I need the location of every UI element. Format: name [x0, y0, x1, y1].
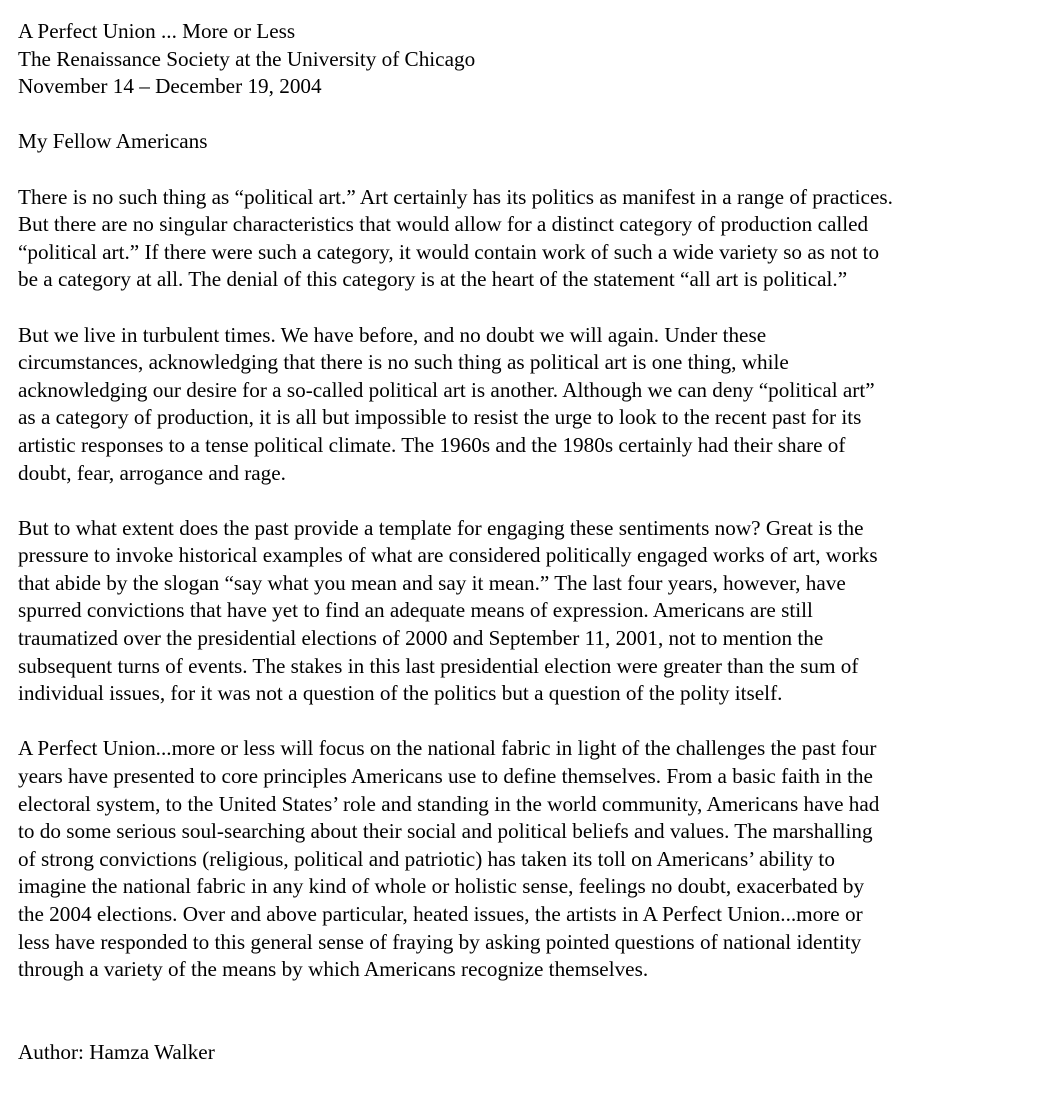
paragraph-line: But there are no singular characteristics that would allow for a distinct category of production called	[18, 212, 869, 237]
body-text	[18, 184, 1018, 984]
exhibition-dates: November 14 – December 19, 2004	[18, 74, 322, 99]
paragraph-line: imagine the national fabric in any kind of whole or holistic sense, feelings no doubt, exacerbated by	[18, 874, 865, 899]
paragraph-line: “political art.” If there were such a category, it would contain work of such a wide variety so as not to	[18, 239, 880, 264]
paragraph	[18, 184, 1018, 294]
paragraph-line: A Perfect Union...more or less will focus on the national fabric in light of the challenges the past four	[18, 736, 877, 761]
paragraph-line: doubt, fear, arrogance and rage.	[18, 460, 286, 485]
author-credit: Author: Hamza Walker	[18, 1039, 215, 1064]
paragraph	[18, 322, 1018, 488]
paragraph-line: subsequent turns of events. The stakes in this last presidential election were greater than the sum of	[18, 653, 859, 678]
paragraph-line: years have presented to core principles Americans use to define themselves. From a basic faith in the	[18, 764, 873, 789]
paragraph-line: individual issues, for it was not a question of the politics but a question of the polity itself.	[18, 681, 783, 706]
paragraph	[18, 515, 1018, 708]
paragraph	[18, 735, 1018, 983]
paragraph-line: electoral system, to the United States’ role and standing in the world community, Americans have had	[18, 791, 880, 816]
paragraph-line: as a category of production, it is all but impossible to resist the urge to look to the recent past for its	[18, 405, 862, 430]
paragraph-line: traumatized over the presidential elections of 2000 and September 11, 2001, not to mention the	[18, 626, 824, 651]
paragraph-line: There is no such thing as “political art.” Art certainly has its politics as manifest in a range of practices.	[18, 184, 893, 209]
paragraph-line: of strong convictions (religious, political and patriotic) has taken its toll on Americans’ ability to	[18, 846, 835, 871]
paragraph-line: that abide by the slogan “say what you mean and say it mean.” The last four years, however, have	[18, 570, 846, 595]
exhibition-title: A Perfect Union ... More or Less	[18, 19, 296, 43]
paragraph-line: But we live in turbulent times. We have before, and no doubt we will again. Under these	[18, 322, 767, 347]
section-title: My Fellow Americans	[18, 129, 208, 154]
paragraph-line: the 2004 elections. Over and above particular, heated issues, the artists in A Perfect Union...more or	[18, 902, 863, 926]
paragraph-line: But to what extent does the past provide a template for engaging these sentiments now? Great is the	[18, 515, 864, 540]
paragraph-line: spurred convictions that have yet to find an adequate means of expression. Americans are still	[18, 598, 813, 623]
document	[18, 18, 1018, 1066]
document-header	[18, 18, 1018, 101]
paragraph-line: through a variety of the means by which Americans recognize themselves.	[18, 957, 649, 982]
paragraph-line: artistic responses to a tense political climate. The 1960s and the 1980s certainly had their share of	[18, 432, 846, 457]
paragraph-line: be a category at all. The denial of this category is at the heart of the statement “all art is political.”	[18, 267, 848, 292]
paragraph-line: less have responded to this general sense of fraying by asking pointed questions of national identity	[18, 929, 862, 954]
paragraph-line: to do some serious soul-searching about their social and political beliefs and values. The marshalling	[18, 819, 873, 844]
paragraph-line: pressure to invoke historical examples of what are considered politically engaged works of art, works	[18, 543, 878, 568]
paragraph-line: circumstances, acknowledging that there is no such thing as political art is one thing, while	[18, 350, 789, 375]
paragraph-line: acknowledging our desire for a so-called political art is another. Although we can deny “political art”	[18, 377, 875, 402]
institution-name: The Renaissance Society at the University of Chicago	[18, 46, 476, 71]
